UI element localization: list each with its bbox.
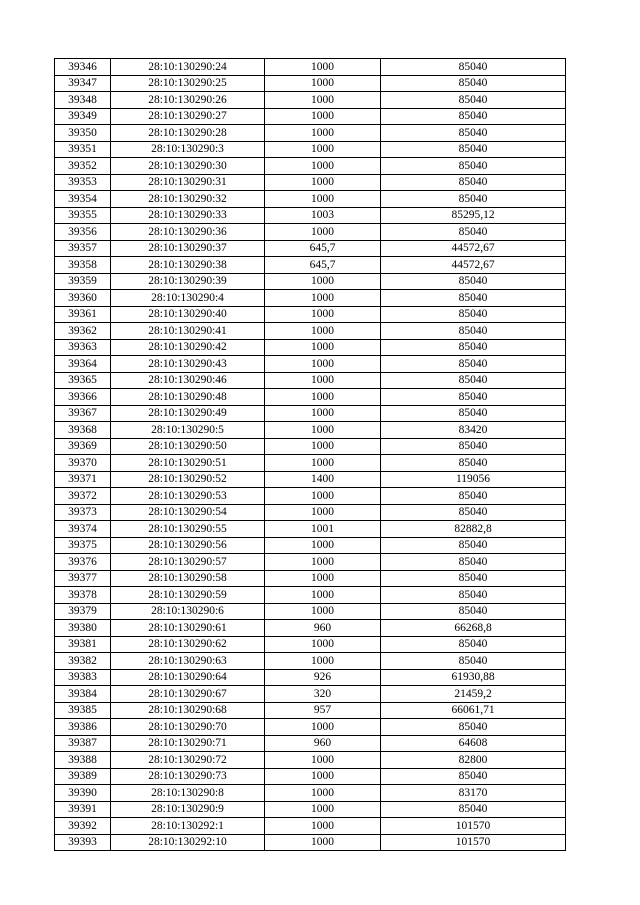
table-row [55, 191, 566, 208]
cadastral-number-cell: 28:10:130290:51 [111, 455, 265, 472]
row-number-cell: 39367 [55, 405, 111, 422]
value-cell: 101570 [381, 818, 566, 835]
row-number-cell: 39393 [55, 834, 111, 851]
table-row [55, 257, 566, 274]
table-row [55, 422, 566, 439]
value-cell: 85040 [381, 59, 566, 76]
cadastral-number-cell: 28:10:130290:50 [111, 438, 265, 455]
table-body [55, 59, 566, 851]
table-row [55, 438, 566, 455]
table-row [55, 339, 566, 356]
area-cell: 1001 [265, 521, 381, 538]
value-cell: 85040 [381, 92, 566, 109]
value-cell: 83420 [381, 422, 566, 439]
table-row [55, 636, 566, 653]
table-row [55, 702, 566, 719]
table-row [55, 834, 566, 851]
cadastral-number-cell: 28:10:130290:62 [111, 636, 265, 653]
area-cell: 1000 [265, 339, 381, 356]
cadastral-number-cell: 28:10:130290:5 [111, 422, 265, 439]
value-cell: 85040 [381, 603, 566, 620]
area-cell: 1000 [265, 537, 381, 554]
table-row [55, 471, 566, 488]
value-cell: 85040 [381, 801, 566, 818]
area-cell: 1000 [265, 323, 381, 340]
value-cell: 85040 [381, 174, 566, 191]
table-row [55, 323, 566, 340]
table-row [55, 108, 566, 125]
row-number-cell: 39381 [55, 636, 111, 653]
area-cell: 1000 [265, 818, 381, 835]
table-row [55, 504, 566, 521]
value-cell: 85040 [381, 75, 566, 92]
row-number-cell: 39370 [55, 455, 111, 472]
row-number-cell: 39387 [55, 735, 111, 752]
area-cell: 1000 [265, 92, 381, 109]
row-number-cell: 39379 [55, 603, 111, 620]
cadastral-number-cell: 28:10:130290:27 [111, 108, 265, 125]
area-cell: 1000 [265, 438, 381, 455]
row-number-cell: 39372 [55, 488, 111, 505]
cadastral-number-cell: 28:10:130290:33 [111, 207, 265, 224]
value-cell: 64608 [381, 735, 566, 752]
row-number-cell: 39357 [55, 240, 111, 257]
table-row [55, 75, 566, 92]
area-cell: 645,7 [265, 240, 381, 257]
value-cell: 85040 [381, 587, 566, 604]
row-number-cell: 39378 [55, 587, 111, 604]
table-row [55, 554, 566, 571]
value-cell: 44572,67 [381, 257, 566, 274]
value-cell: 85040 [381, 191, 566, 208]
cadastral-number-cell: 28:10:130290:63 [111, 653, 265, 670]
table-row [55, 273, 566, 290]
value-cell: 85295,12 [381, 207, 566, 224]
row-number-cell: 39391 [55, 801, 111, 818]
cadastral-number-cell: 28:10:130290:3 [111, 141, 265, 158]
area-cell: 1000 [265, 752, 381, 769]
value-cell: 119056 [381, 471, 566, 488]
row-number-cell: 39356 [55, 224, 111, 241]
cadastral-number-cell: 28:10:130290:61 [111, 620, 265, 637]
value-cell: 85040 [381, 405, 566, 422]
area-cell: 1000 [265, 290, 381, 307]
area-cell: 1000 [265, 174, 381, 191]
row-number-cell: 39392 [55, 818, 111, 835]
cadastral-number-cell: 28:10:130290:9 [111, 801, 265, 818]
area-cell: 1000 [265, 488, 381, 505]
area-cell: 1000 [265, 306, 381, 323]
cadastral-number-cell: 28:10:130290:43 [111, 356, 265, 373]
row-number-cell: 39349 [55, 108, 111, 125]
area-cell: 1000 [265, 125, 381, 142]
cadastral-number-cell: 28:10:130290:28 [111, 125, 265, 142]
cadastral-number-cell: 28:10:130290:6 [111, 603, 265, 620]
row-number-cell: 39386 [55, 719, 111, 736]
row-number-cell: 39382 [55, 653, 111, 670]
cadastral-number-cell: 28:10:130290:71 [111, 735, 265, 752]
cadastral-number-cell: 28:10:130290:26 [111, 92, 265, 109]
row-number-cell: 39375 [55, 537, 111, 554]
cadastral-number-cell: 28:10:130290:70 [111, 719, 265, 736]
row-number-cell: 39390 [55, 785, 111, 802]
table-row [55, 405, 566, 422]
table-row [55, 174, 566, 191]
cadastral-number-cell: 28:10:130290:40 [111, 306, 265, 323]
row-number-cell: 39371 [55, 471, 111, 488]
value-cell: 101570 [381, 834, 566, 851]
document-page [54, 58, 565, 851]
row-number-cell: 39359 [55, 273, 111, 290]
row-number-cell: 39350 [55, 125, 111, 142]
value-cell: 85040 [381, 389, 566, 406]
value-cell: 44572,67 [381, 240, 566, 257]
cadastral-number-cell: 28:10:130290:55 [111, 521, 265, 538]
cadastral-number-cell: 28:10:130292:10 [111, 834, 265, 851]
value-cell: 85040 [381, 768, 566, 785]
value-cell: 85040 [381, 108, 566, 125]
value-cell: 21459,2 [381, 686, 566, 703]
area-cell: 1000 [265, 504, 381, 521]
cadastral-number-cell: 28:10:130290:46 [111, 372, 265, 389]
table-row [55, 818, 566, 835]
row-number-cell: 39361 [55, 306, 111, 323]
area-cell: 1000 [265, 191, 381, 208]
value-cell: 85040 [381, 570, 566, 587]
area-cell: 320 [265, 686, 381, 703]
row-number-cell: 39373 [55, 504, 111, 521]
area-cell: 1000 [265, 108, 381, 125]
row-number-cell: 39358 [55, 257, 111, 274]
area-cell: 1000 [265, 224, 381, 241]
value-cell: 83170 [381, 785, 566, 802]
value-cell: 82800 [381, 752, 566, 769]
cadastral-number-cell: 28:10:130292:1 [111, 818, 265, 835]
area-cell: 1400 [265, 471, 381, 488]
table-row [55, 669, 566, 686]
table-row [55, 653, 566, 670]
cadastral-number-cell: 28:10:130290:52 [111, 471, 265, 488]
row-number-cell: 39388 [55, 752, 111, 769]
table-row [55, 603, 566, 620]
value-cell: 85040 [381, 504, 566, 521]
value-cell: 82882,8 [381, 521, 566, 538]
row-number-cell: 39389 [55, 768, 111, 785]
row-number-cell: 39362 [55, 323, 111, 340]
value-cell: 85040 [381, 537, 566, 554]
cadastral-number-cell: 28:10:130290:41 [111, 323, 265, 340]
table-row [55, 719, 566, 736]
table-row [55, 521, 566, 538]
area-cell: 960 [265, 735, 381, 752]
table-row [55, 768, 566, 785]
row-number-cell: 39355 [55, 207, 111, 224]
area-cell: 1000 [265, 455, 381, 472]
row-number-cell: 39348 [55, 92, 111, 109]
row-number-cell: 39366 [55, 389, 111, 406]
value-cell: 85040 [381, 290, 566, 307]
table-row [55, 224, 566, 241]
area-cell: 1000 [265, 785, 381, 802]
table-row [55, 141, 566, 158]
area-cell: 1000 [265, 768, 381, 785]
row-number-cell: 39354 [55, 191, 111, 208]
value-cell: 85040 [381, 719, 566, 736]
cadastral-number-cell: 28:10:130290:73 [111, 768, 265, 785]
cadastral-number-cell: 28:10:130290:59 [111, 587, 265, 604]
row-number-cell: 39353 [55, 174, 111, 191]
row-number-cell: 39364 [55, 356, 111, 373]
cadastral-number-cell: 28:10:130290:30 [111, 158, 265, 175]
cadastral-number-cell: 28:10:130290:24 [111, 59, 265, 76]
area-cell: 1000 [265, 603, 381, 620]
table-row [55, 620, 566, 637]
cadastral-number-cell: 28:10:130290:56 [111, 537, 265, 554]
table-row [55, 537, 566, 554]
area-cell: 1000 [265, 570, 381, 587]
cadastral-number-cell: 28:10:130290:57 [111, 554, 265, 571]
area-cell: 1000 [265, 372, 381, 389]
row-number-cell: 39383 [55, 669, 111, 686]
table-row [55, 290, 566, 307]
value-cell: 85040 [381, 438, 566, 455]
value-cell: 85040 [381, 488, 566, 505]
value-cell: 85040 [381, 455, 566, 472]
area-cell: 1003 [265, 207, 381, 224]
value-cell: 85040 [381, 323, 566, 340]
row-number-cell: 39347 [55, 75, 111, 92]
value-cell: 85040 [381, 306, 566, 323]
value-cell: 85040 [381, 125, 566, 142]
row-number-cell: 39346 [55, 59, 111, 76]
area-cell: 926 [265, 669, 381, 686]
row-number-cell: 39365 [55, 372, 111, 389]
value-cell: 85040 [381, 356, 566, 373]
cadastral-number-cell: 28:10:130290:58 [111, 570, 265, 587]
area-cell: 1000 [265, 273, 381, 290]
area-cell: 1000 [265, 636, 381, 653]
table-row [55, 372, 566, 389]
table-row [55, 785, 566, 802]
value-cell: 85040 [381, 141, 566, 158]
area-cell: 1000 [265, 389, 381, 406]
area-cell: 1000 [265, 719, 381, 736]
value-cell: 85040 [381, 158, 566, 175]
cadastral-number-cell: 28:10:130290:39 [111, 273, 265, 290]
row-number-cell: 39376 [55, 554, 111, 571]
table-row [55, 389, 566, 406]
value-cell: 85040 [381, 554, 566, 571]
row-number-cell: 39377 [55, 570, 111, 587]
area-cell: 1000 [265, 59, 381, 76]
table-row [55, 455, 566, 472]
row-number-cell: 39374 [55, 521, 111, 538]
value-cell: 85040 [381, 339, 566, 356]
cadastral-number-cell: 28:10:130290:25 [111, 75, 265, 92]
cadastral-number-cell: 28:10:130290:68 [111, 702, 265, 719]
table-row [55, 686, 566, 703]
table-row [55, 92, 566, 109]
row-number-cell: 39369 [55, 438, 111, 455]
table-row [55, 488, 566, 505]
table-row [55, 570, 566, 587]
row-number-cell: 39385 [55, 702, 111, 719]
area-cell: 1000 [265, 422, 381, 439]
value-cell: 85040 [381, 653, 566, 670]
cadastral-number-cell: 28:10:130290:72 [111, 752, 265, 769]
area-cell: 957 [265, 702, 381, 719]
table-row [55, 735, 566, 752]
table-row [55, 59, 566, 76]
table-row [55, 801, 566, 818]
cadastral-number-cell: 28:10:130290:64 [111, 669, 265, 686]
area-cell: 1000 [265, 801, 381, 818]
row-number-cell: 39352 [55, 158, 111, 175]
cadastral-number-cell: 28:10:130290:67 [111, 686, 265, 703]
cadastral-number-cell: 28:10:130290:31 [111, 174, 265, 191]
cadastral-number-cell: 28:10:130290:37 [111, 240, 265, 257]
row-number-cell: 39360 [55, 290, 111, 307]
value-cell: 85040 [381, 372, 566, 389]
cadastral-number-cell: 28:10:130290:32 [111, 191, 265, 208]
cadastral-number-cell: 28:10:130290:42 [111, 339, 265, 356]
area-cell: 1000 [265, 158, 381, 175]
area-cell: 1000 [265, 405, 381, 422]
area-cell: 1000 [265, 554, 381, 571]
cadastral-number-cell: 28:10:130290:8 [111, 785, 265, 802]
table-row [55, 356, 566, 373]
area-cell: 1000 [265, 587, 381, 604]
area-cell: 1000 [265, 653, 381, 670]
table-row [55, 207, 566, 224]
area-cell: 1000 [265, 356, 381, 373]
cadastral-number-cell: 28:10:130290:38 [111, 257, 265, 274]
area-cell: 1000 [265, 834, 381, 851]
row-number-cell: 39380 [55, 620, 111, 637]
table-row [55, 240, 566, 257]
row-number-cell: 39363 [55, 339, 111, 356]
area-cell: 1000 [265, 141, 381, 158]
table-row [55, 306, 566, 323]
value-cell: 85040 [381, 224, 566, 241]
row-number-cell: 39368 [55, 422, 111, 439]
cadastral-number-cell: 28:10:130290:49 [111, 405, 265, 422]
table-row [55, 752, 566, 769]
value-cell: 66061,71 [381, 702, 566, 719]
cadastral-number-cell: 28:10:130290:54 [111, 504, 265, 521]
value-cell: 85040 [381, 636, 566, 653]
cadastral-number-cell: 28:10:130290:36 [111, 224, 265, 241]
area-cell: 1000 [265, 75, 381, 92]
value-cell: 61930,88 [381, 669, 566, 686]
row-number-cell: 39384 [55, 686, 111, 703]
data-table [54, 58, 566, 851]
table-row [55, 158, 566, 175]
table-row [55, 587, 566, 604]
cadastral-number-cell: 28:10:130290:53 [111, 488, 265, 505]
table-row [55, 125, 566, 142]
row-number-cell: 39351 [55, 141, 111, 158]
area-cell: 960 [265, 620, 381, 637]
cadastral-number-cell: 28:10:130290:4 [111, 290, 265, 307]
cadastral-number-cell: 28:10:130290:48 [111, 389, 265, 406]
area-cell: 645,7 [265, 257, 381, 274]
value-cell: 66268,8 [381, 620, 566, 637]
value-cell: 85040 [381, 273, 566, 290]
